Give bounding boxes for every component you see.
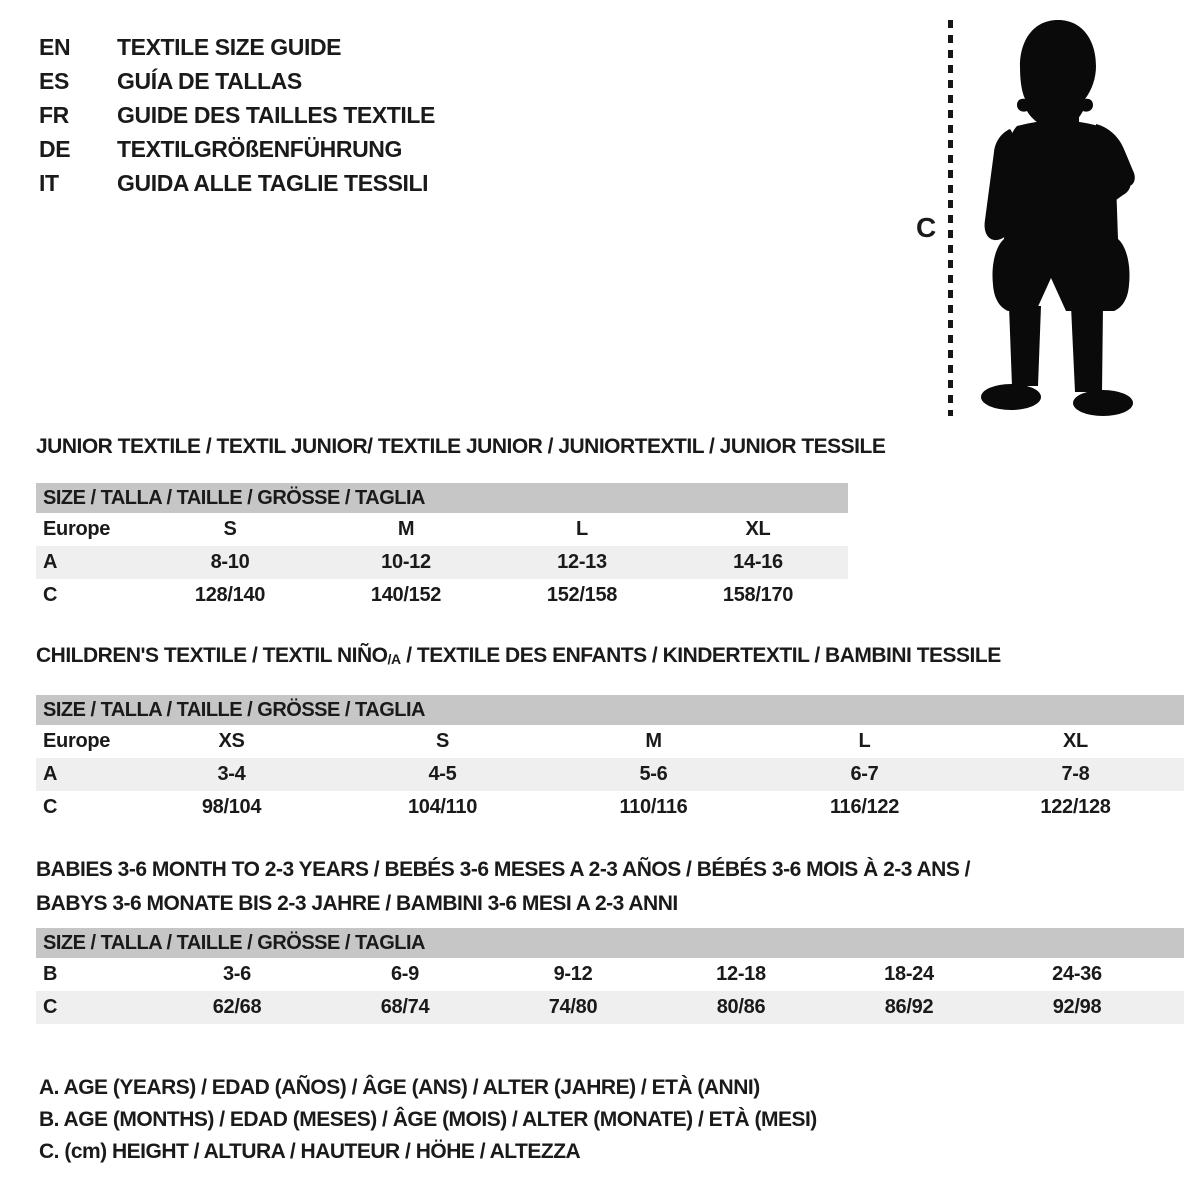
- title-main: CHILDREN'S TEXTILE / TEXTIL NIÑO: [36, 644, 388, 667]
- table-cell: 14-16: [733, 551, 783, 573]
- row-label: B: [43, 963, 58, 985]
- table-cell: 12-18: [716, 963, 766, 985]
- row-label: A: [43, 763, 58, 785]
- table-cell: 3-4: [217, 763, 246, 785]
- table-cell: 152/158: [546, 584, 618, 606]
- language-code: EN: [39, 33, 71, 60]
- junior-textile-table: [36, 435, 886, 612]
- language-title: GUÍA DE TALLAS: [117, 67, 302, 94]
- table-cell: 74/80: [548, 996, 598, 1018]
- legend-height-cm: C. (cm) HEIGHT / ALTURA / HAUTEUR / HÖHE / ALTEZZA: [39, 1140, 581, 1163]
- language-row: [39, 132, 435, 166]
- children-table-title: [36, 645, 1184, 670]
- language-title: GUIDA ALLE TAGLIE TESSILI: [117, 169, 429, 196]
- table-cell: S: [223, 518, 237, 540]
- row-label: Europe: [43, 518, 111, 540]
- dashed-height-line: [948, 20, 953, 416]
- language-title: TEXTILE SIZE GUIDE: [117, 33, 342, 60]
- row-label: C: [43, 796, 58, 818]
- table-cell: 140/152: [370, 584, 442, 606]
- table-row-height: [36, 579, 848, 612]
- table-cell: 104/110: [407, 796, 478, 818]
- table-cell: 18-24: [884, 963, 934, 985]
- table-cell: 116/122: [829, 796, 900, 818]
- language-code: FR: [39, 101, 69, 128]
- table-cell: 7-8: [1061, 763, 1090, 785]
- children-textile-table: [36, 645, 1184, 824]
- table-cell: 158/170: [722, 584, 794, 606]
- table-cell: XS: [218, 730, 245, 752]
- junior-table-title: JUNIOR TEXTILE / TEXTIL JUNIOR/ TEXTILE JUNIOR / JUNIORTEXTIL / JUNIOR TESSILE: [36, 435, 886, 458]
- table-cell: 4-5: [428, 763, 457, 785]
- language-row: [39, 98, 435, 132]
- row-label: C: [43, 996, 58, 1018]
- table-cell: 10-12: [381, 551, 431, 573]
- row-label: Europe: [43, 730, 111, 752]
- table-cell: 62/68: [212, 996, 262, 1018]
- table-cell: L: [576, 518, 588, 540]
- table-cell: 9-12: [553, 963, 593, 985]
- language-title: TEXTILGRÖßENFÜHRUNG: [117, 135, 402, 162]
- language-code: ES: [39, 67, 69, 94]
- table-cell: 80/86: [716, 996, 766, 1018]
- row-label: C: [43, 584, 58, 606]
- legend-age-months: B. AGE (MONTHS) / EDAD (MESES) / ÂGE (MOIS) / ALTER (MONATE) / ETÀ (MESI): [39, 1108, 817, 1131]
- table-cell: 128/140: [194, 584, 266, 606]
- table-cell: XL: [1063, 730, 1088, 752]
- measurement-legend: [39, 1072, 817, 1168]
- size-header-bar: SIZE / TALLA / TAILLE / GRÖSSE / TAGLIA: [36, 928, 1184, 958]
- table-row-europe: [36, 513, 848, 546]
- table-cell: 86/92: [884, 996, 934, 1018]
- language-row: [39, 166, 435, 200]
- table-row-europe: [36, 725, 1184, 758]
- babies-table-title-line1: BABIES 3-6 MONTH TO 2-3 YEARS / BEBÉS 3-6 MESES A 2-3 AÑOS / BÉBÉS 3-6 MOIS À 2-3 ANS /: [36, 858, 971, 881]
- language-code: DE: [39, 135, 71, 162]
- language-title-block: [39, 30, 435, 200]
- language-row: [39, 64, 435, 98]
- legend-age-years: A. AGE (YEARS) / EDAD (AÑOS) / ÂGE (ANS) / ALTER (JAHRE) / ETÀ (ANNI): [39, 1076, 760, 1099]
- babies-textile-table: [36, 853, 1184, 1024]
- language-code: IT: [39, 169, 59, 196]
- table-cell: 122/128: [1040, 796, 1111, 818]
- table-row-age-months: [36, 958, 1184, 991]
- table-cell: 110/116: [619, 796, 688, 818]
- table-cell: 98/104: [201, 796, 262, 818]
- table-cell: L: [858, 730, 871, 752]
- table-cell: 8-10: [210, 551, 250, 573]
- table-row-height: [36, 791, 1184, 824]
- table-row-age: [36, 546, 848, 579]
- size-header-bar: SIZE / TALLA / TAILLE / GRÖSSE / TAGLIA: [36, 483, 848, 513]
- table-cell: 12-13: [557, 551, 607, 573]
- table-row-age: [36, 758, 1184, 791]
- table-cell: 92/98: [1052, 996, 1102, 1018]
- size-header-bar: SIZE / TALLA / TAILLE / GRÖSSE / TAGLIA: [36, 695, 1184, 725]
- table-cell: 24-36: [1052, 963, 1102, 985]
- table-cell: XL: [745, 518, 771, 540]
- title-sub: /A: [387, 651, 401, 667]
- language-title: GUIDE DES TAILLES TEXTILE: [117, 101, 435, 128]
- row-label: A: [43, 551, 58, 573]
- table-cell: 68/74: [380, 996, 430, 1018]
- baby-silhouette: [963, 14, 1135, 420]
- table-cell: 3-6: [222, 963, 251, 985]
- height-measure-label: C: [916, 212, 936, 243]
- table-cell: M: [645, 730, 662, 752]
- table-cell: M: [397, 518, 415, 540]
- table-row-height: [36, 991, 1184, 1024]
- table-cell: 5-6: [639, 763, 668, 785]
- table-cell: S: [435, 730, 450, 752]
- table-cell: 6-7: [850, 763, 879, 785]
- language-row: [39, 30, 435, 64]
- table-cell: 6-9: [390, 963, 419, 985]
- title-rest: / TEXTILE DES ENFANTS / KINDERTEXTIL / BAMBINI TESSILE: [400, 644, 1001, 667]
- babies-table-title-line2: BABYS 3-6 MONATE BIS 2-3 JAHRE / BAMBINI 3-6 MESI A 2-3 ANNI: [36, 892, 678, 915]
